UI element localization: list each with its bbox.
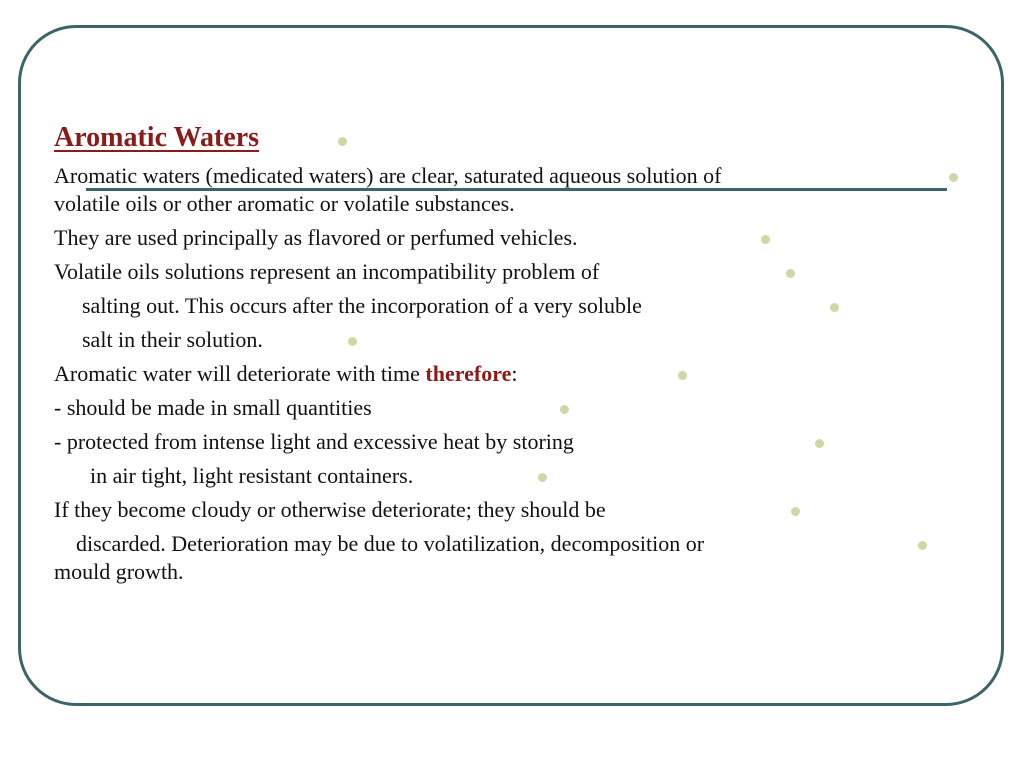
bullet-icon	[560, 405, 569, 414]
text-line-13: mould growth.	[54, 559, 184, 584]
bullet-icon	[348, 337, 357, 346]
slide-title: Aromatic Waters	[54, 122, 260, 153]
bullet-icon	[761, 235, 770, 244]
bullet-icon	[949, 173, 958, 182]
text-line-4: Volatile oils solutions represent an incompatibility problem of	[54, 259, 600, 284]
text-line-9: - protected from intense light and excessive heat by storing	[54, 429, 574, 454]
bullet-icon	[538, 473, 547, 482]
bullet-icon	[918, 541, 927, 550]
text-line-6: salt in their solution.	[82, 327, 263, 352]
text-line-3: They are used principally as flavored or perfumed vehicles.	[54, 225, 578, 250]
bullet-icon	[338, 137, 347, 146]
bullet-icon	[791, 507, 800, 516]
emphasis-word: therefore	[425, 361, 512, 386]
text-line-12: discarded. Deterioration may be due to volatilization, decomposition or	[76, 531, 705, 556]
text-line-5: salting out. This occurs after the incorporation of a very soluble	[82, 293, 642, 318]
text-line-10: in air tight, light resistant containers.	[90, 463, 414, 488]
emphasis-suffix: :	[511, 361, 518, 386]
text-line-7-lead: Aromatic water will deteriorate with time	[54, 361, 426, 386]
bullet-icon	[830, 303, 839, 312]
text-line-11: If they become cloudy or otherwise deteriorate; they should be	[54, 497, 606, 522]
bullet-icon	[678, 371, 687, 380]
text-line-2: volatile oils or other aromatic or volatile substances.	[54, 191, 515, 216]
text-line-1: Aromatic waters (medicated waters) are clear, saturated aqueous solution of	[54, 163, 722, 188]
text-line-8: - should be made in small quantities	[54, 395, 372, 420]
text-line-7	[54, 361, 517, 387]
bullet-icon	[815, 439, 824, 448]
bullet-icon	[786, 269, 795, 278]
